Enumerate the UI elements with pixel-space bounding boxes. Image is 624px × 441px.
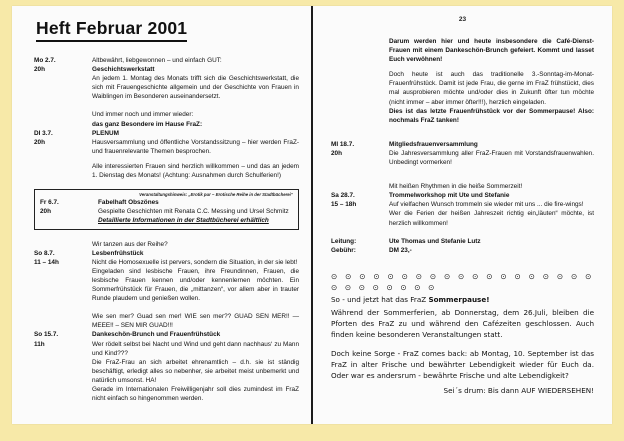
- intro-line: Darum werden hier und heute insbesondere die Café-Dienst-Frauen mit einem Dankeschön-Brunch gefeiert. Kommt und lasset Euch verwöhnen!: [389, 38, 594, 64]
- event-entry: [331, 140, 594, 167]
- event-entry: [331, 182, 594, 227]
- closing-headline: [331, 295, 594, 306]
- event-note: Detaillierte Informationen in der Stadtbücherei erhältlich: [98, 217, 269, 225]
- event-line: das ganz Besondere im Hause FraZ:: [92, 120, 203, 128]
- event-date: DI 3.7. 20h: [34, 129, 53, 146]
- event-date: So 15.7. 11h: [34, 331, 59, 348]
- event-meta-leitung: [331, 237, 594, 246]
- event-body: [92, 110, 299, 180]
- event-line: Die FraZ-Frau an sich arbeitet ehrenamtlich – d.h. sie ist ständig beschäftigt, erledigt alles so nebenher, sie arbeitet meist unbemerkt und natürlich umsonst. HA!: [92, 358, 299, 384]
- event-line: Und immer noch und immer wieder:: [92, 111, 194, 119]
- right-page: [313, 6, 612, 424]
- event-title: PLENUM: [92, 129, 119, 137]
- event-hinweis: Veranstaltungshinweis: „Erotik pur – Erotische Reihe in der Stadtbücherei“: [139, 192, 293, 198]
- closing-headline-bold: Sommerpause!: [428, 295, 490, 305]
- event-entry: [34, 240, 299, 304]
- decorative-dot-row: ⊙ ⊙ ⊙ ⊙ ⊙ ⊙ ⊙ ⊙ ⊙ ⊙ ⊙ ⊙ ⊙ ⊙ ⊙ ⊙ ⊙ ⊙ ⊙ ⊙ ⊙ ⊙ ⊙ ⊙ ⊙ ⊙ ⊙: [331, 271, 594, 293]
- event-title: Mitgliedsfrauenversammlung: [389, 140, 478, 148]
- event-entry: [34, 110, 299, 180]
- left-page: [12, 6, 311, 424]
- event-entry: [40, 198, 293, 225]
- intro-line: Doch heute ist auch das traditionelle 3.-Sonntag-im-Monat-Frauenfrühstück. Damit ist jede Frau, die gerne im FraZ frühstückt, dies mal ausprobieren möchte und/oder dies in Zukunft öfter tun möchte (nicht immer – aber immer öfter!!!), herzlich eingeladen.: [389, 71, 594, 106]
- event-entry: [34, 312, 299, 403]
- event-body: [92, 312, 299, 403]
- event-line: Auf vielfachen Wunsch trommeln sie wieder mit uns ... die fire-wings!: [389, 201, 584, 209]
- event-date: Mo 2.7. 20h: [34, 57, 56, 74]
- event-date: Fr 6.7. 20h: [40, 199, 59, 216]
- closing-paragraph: Doch keine Sorge - FraZ comes back: ab Montag, 10. September ist das FraZ in alter Frische und bewährter Lebendigkeit wieder für Euch da. Oder war es andersrum - bewährte Frische und alte Lebendigkeit?: [331, 349, 594, 381]
- event-line: Altbewährt, liebgewonnen – und einfach GUT:: [92, 57, 222, 64]
- scanned-page-spread: [12, 6, 612, 424]
- meta-label: Gebühr:: [331, 246, 356, 254]
- event-line: Wer rödelt selbst bei Nacht und Wind und geht dann nachhaus‘ zu Mann und Kind???: [92, 340, 299, 357]
- event-date: So 8.7. 11 – 14h: [34, 249, 59, 266]
- event-title: Geschichtswerkstatt: [92, 66, 155, 74]
- event-line: Eingeladen sind lesbische Frauen, ihre Freundinnen, Frauen, die lesbische Frauen kennen und/oder kennenlernen möchten. Ein Sommerfrühstück für Frauen, die „mittanzen“, vor allem aber in trauter Runde plaudern und genießen wollen.: [92, 267, 299, 303]
- event-title: Lesbenfrühstück: [92, 249, 144, 257]
- event-date-empty: [331, 37, 383, 125]
- event-line: Gerade im Internationalen Freiwilligenjahr soll dies zumindest im FraZ nicht einfach so hingenommen werden.: [92, 385, 299, 403]
- event-body: [389, 182, 594, 227]
- event-line: Wir tanzen aus der Reihe?: [92, 240, 168, 248]
- event-line: Die Jahresversammlung aller FraZ-Frauen mit Vorstandsfrauenwahlen. Unbedingt vormerken!: [389, 149, 594, 167]
- event-line: Wer die Ferien der heißen Jahreszeit richtig ein„läuten“ möchte, ist herzlich willkommen!: [389, 210, 594, 227]
- event-entry: [34, 56, 299, 101]
- highlighted-event-box: [34, 189, 299, 229]
- event-body: [92, 56, 299, 101]
- intro-line: Dies ist das letzte Frauenfrühstück vor der Sommerpause! Also: nochmals FraZ tanken!: [389, 107, 594, 124]
- event-title: Fabelhaft Obszönes: [98, 199, 159, 207]
- meta-value: Ute Thomas und Stefanie Lutz: [389, 237, 481, 245]
- event-body: [389, 140, 594, 167]
- meta-label: Leitung:: [331, 237, 357, 245]
- intro-block: [331, 37, 594, 125]
- event-title: Dankeschön-Brunch und Frauenfrühstück: [92, 331, 221, 339]
- closing-headline-plain: So - und jetzt hat das FraZ: [331, 295, 429, 305]
- event-line: Wie sen mer? Guad sen mer! WIE sen mer?? GUAD SEN MER!! — MEEE!! – SEN MIR GUAD!!!: [92, 313, 299, 330]
- event-line: Hausversammlung und öffentliche Vorstandssitzung – hier werden FraZ- und frauenrelevante Themen besprochen.: [92, 138, 299, 155]
- event-body: [98, 198, 293, 225]
- event-meta-gebuehr: [331, 246, 594, 255]
- event-line: Gespielte Geschichten mit Renata C.C. Messing und Ursel Schmitz: [98, 208, 289, 216]
- closing-paragraph: Während der Sommerferien, ab Donnerstag, dem 26.Juli, bleiben die Pforten des FraZ zu und während den Cafézeiten geschlossen. Auch finden keine besonderen Veranstaltungen statt.: [331, 308, 594, 339]
- event-line: Mit heißen Rhythmen in die heiße Sommerzeit!: [389, 183, 523, 191]
- event-line: Nicht die Homosexuelle ist pervers, sondern die Situation, in der sie lebt!: [92, 258, 298, 266]
- event-title: Trommelworkshop mit Ute und Stefanie: [389, 192, 510, 200]
- spacer: [331, 342, 594, 349]
- event-body: [92, 240, 299, 304]
- closing-note: [331, 271, 594, 397]
- page-title: Heft Februar 2001: [36, 18, 187, 42]
- event-date: Sa 28.7. 15 – 18h: [331, 192, 357, 209]
- meta-value: DM 23,-: [389, 246, 412, 254]
- event-line: Alle interessierten Frauen sind herzlich willkommen – und das an jedem 1. Dienstag des Monats! (Achtung: Ausnahmen durch Schulferien!): [92, 162, 299, 180]
- meta-body: [389, 237, 594, 246]
- page-number: 23: [458, 16, 467, 23]
- meta-body: [389, 246, 594, 255]
- event-line: An jedem 1. Montag des Monats trifft sich die Geschichtswerkstatt, die sich mit Frauengeschichte allgemein und der Geschichte von Frauen in Waiblingen im Besonderen auseinandersetzt.: [92, 75, 299, 101]
- event-date: MI 18.7. 20h: [331, 140, 355, 157]
- intro-body: [389, 37, 594, 125]
- closing-signoff: Sei´s drum: Bis dann AUF WIEDERSEHEN!: [443, 385, 594, 395]
